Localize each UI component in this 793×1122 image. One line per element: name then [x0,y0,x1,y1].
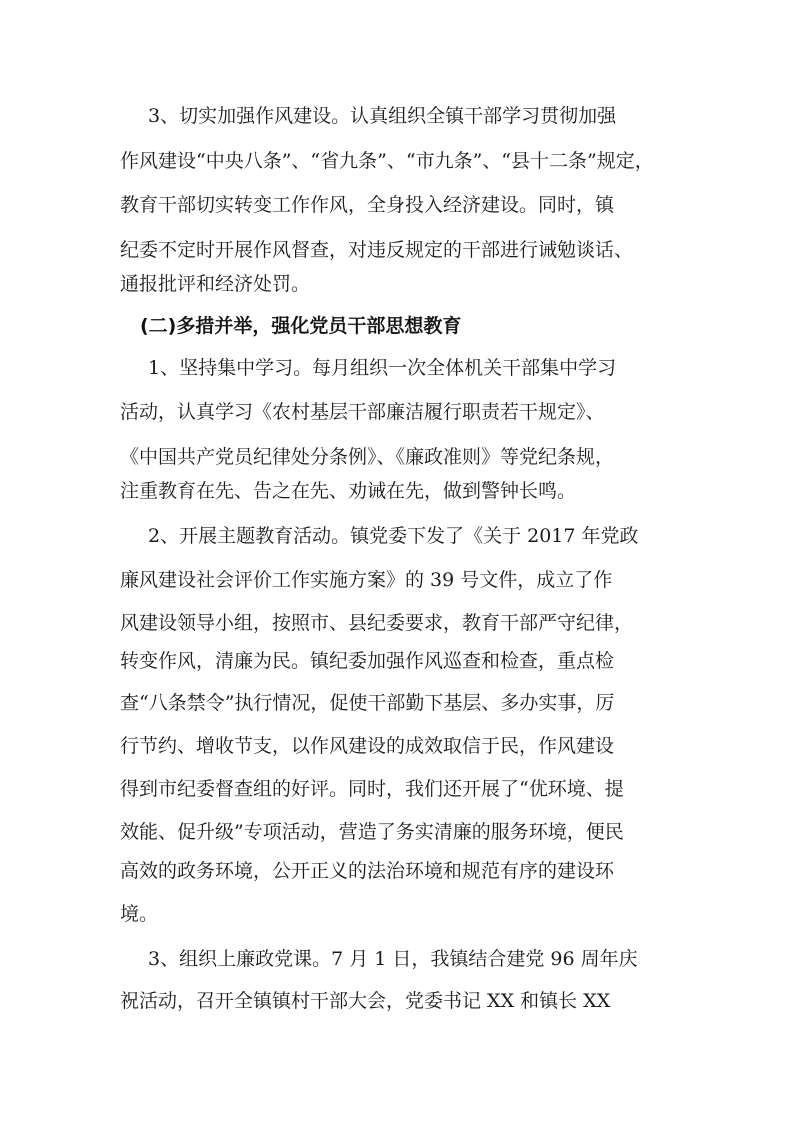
text-line: 查“八条禁令”执行情况，促使干部勤下基层、多办实事，厉 [120,692,615,714]
text-line: 转变作风，清廉为民。镇纪委加强作风巡查和检查，重点检 [120,650,615,672]
text-line: 注重教育在先、告之在先、劝诫在先，做到警钟长鸣。 [120,480,577,502]
text-line: 2、开展主题教育活动。镇党委下发了《关于 2017 年党政 [148,525,639,547]
text-line: 境。 [120,903,159,925]
text-line: 高效的政务环境，公开正义的法治环境和规范有序的建设环 [120,860,615,882]
text-line: 作风建设“中央八条”、“省九条”、“市九条”、“县十二条”规定， [120,150,654,172]
text-line: 祝活动，召开全镇镇村干部大会，党委书记 XX 和镇长 XX [120,990,611,1012]
text-line: 3、组织上廉政党课。7 月 1 日，我镇结合建党 96 周年庆 [148,948,638,970]
text-line: 风建设领导小组，按照市、县纪委要求，教育干部严守纪律， [120,612,634,634]
text-line: 行节约、增收节支，以作风建设的成效取信于民，作风建设 [120,735,615,757]
text-line: 得到市纪委督查组的好评。同时，我们还开展了“优环境、提 [120,778,624,800]
text-line: 1、坚持集中学习。每月组织一次全体机关干部集中学习 [148,357,617,379]
text-line: 3、切实加强作风建设。认真组织全镇干部学习贯彻加强 [148,105,617,127]
text-line: 教育干部切实转变工作作风，全身投入经济建设。同时，镇 [120,194,615,216]
text-line: 纪委不定时开展作风督查，对违反规定的干部进行诫勉谈话、 [120,239,634,261]
text-line: 通报批评和经济处罚。 [120,273,311,295]
text-line: 效能、促升级”专项活动，营造了务实清廉的服务环境，便民 [120,821,624,843]
text-line: 活动，认真学习《农村基层干部廉洁履行职责若干规定》、 [120,401,605,423]
section-heading: (二)多措并举，强化党员干部思想教育 [140,315,462,337]
text-line: 廉风建设社会评价工作实施方案》的 39 号文件，成立了作 [120,569,613,591]
text-line: 《中国共产党员纪律处分条例》、《廉政准则》等党纪条规， [120,446,615,468]
